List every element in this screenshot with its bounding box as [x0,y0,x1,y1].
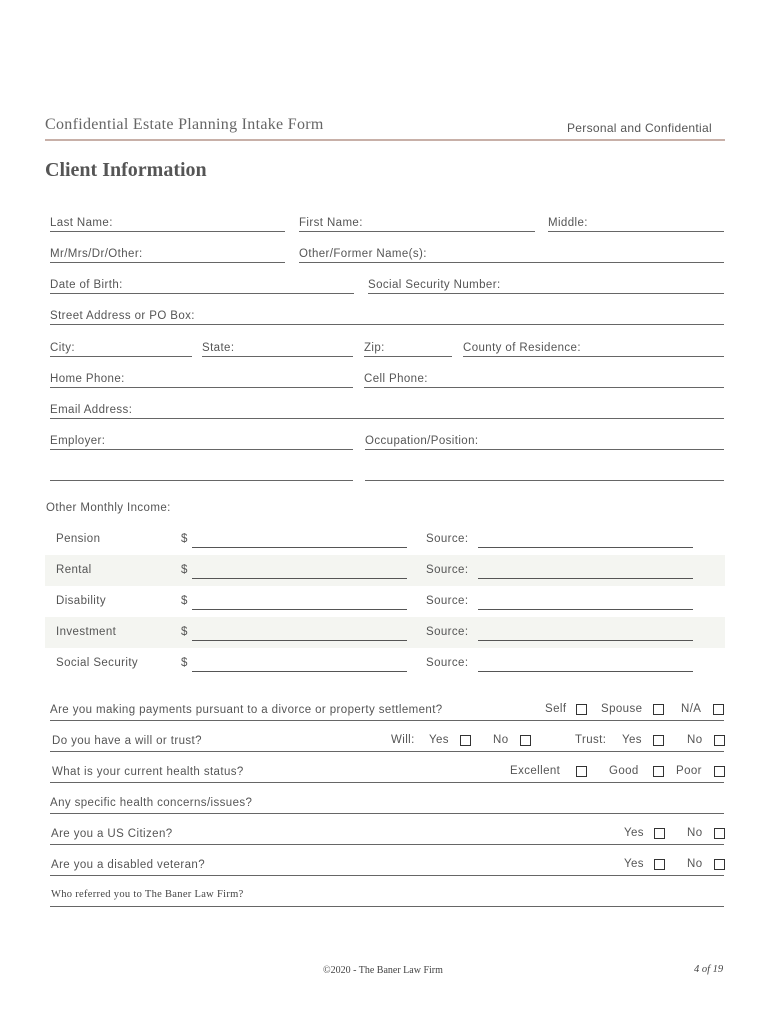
source-label: Source: [426,564,469,576]
divorce-self-label: Self [545,703,567,715]
veteran-yes-checkbox[interactable] [654,859,665,870]
occupation-label: Occupation/Position: [365,435,479,447]
street-field[interactable] [50,306,724,325]
city-label: City: [50,342,75,354]
home-phone-field[interactable] [50,369,353,388]
trust-no-label: No [687,734,703,746]
citizen-no-checkbox[interactable] [714,828,725,839]
divorce-spouse-label: Spouse [601,703,643,715]
social-security-source-input[interactable] [478,657,693,672]
first-name-field[interactable] [299,213,535,232]
income-type-social-security: Social Security [56,657,139,669]
investment-amount-input[interactable] [192,626,407,641]
ssn-label: Social Security Number: [368,279,501,291]
cell-phone-label: Cell Phone: [364,373,428,385]
citizen-yes-checkbox[interactable] [654,828,665,839]
prefix-label: Mr/Mrs/Dr/Other: [50,248,143,260]
trust-no-checkbox[interactable] [714,735,725,746]
will-question: Do you have a will or trust? [52,735,202,747]
will-no-checkbox[interactable] [520,735,531,746]
citizen-no-label: No [687,827,703,839]
referral-input-line[interactable] [50,906,724,907]
disability-amount-input[interactable] [192,595,407,610]
prefix-field[interactable] [50,244,285,263]
first-name-label: First Name: [299,217,363,229]
investment-source-input[interactable] [478,626,693,641]
rental-source-input[interactable] [478,564,693,579]
section-title: Client Information [45,159,207,181]
health-poor-label: Poor [676,765,702,777]
citizen-question: Are you a US Citizen? [51,828,173,840]
veteran-question: Are you a disabled veteran? [51,859,206,871]
health-good-checkbox[interactable] [653,766,664,777]
occupation-field[interactable] [365,431,724,450]
header-divider [45,139,725,141]
divorce-question: Are you making payments pursuant to a divorce or property settlement? [50,704,443,716]
income-heading: Other Monthly Income: [46,502,171,514]
footer-copyright: ©2020 - The Baner Law Firm [323,965,443,976]
health-excellent-checkbox[interactable] [576,766,587,777]
trust-yes-label: Yes [622,734,642,746]
divorce-na-checkbox[interactable] [713,704,724,715]
divorce-self-checkbox[interactable] [576,704,587,715]
health-poor-checkbox[interactable] [714,766,725,777]
former-names-label: Other/Former Name(s): [299,248,427,260]
employer-label: Employer: [50,435,106,447]
income-type-rental: Rental [56,564,92,576]
last-name-field[interactable] [50,213,285,232]
state-label: State: [202,342,235,354]
veteran-no-label: No [687,858,703,870]
will-no-label: No [493,734,509,746]
source-label: Source: [426,626,469,638]
divorce-rule [50,720,724,721]
citizen-rule [50,844,724,845]
middle-name-field[interactable] [548,213,724,232]
dollar-sign: $ [181,626,188,638]
state-field[interactable] [202,338,353,357]
dollar-sign: $ [181,564,188,576]
middle-name-label: Middle: [548,217,588,229]
veteran-no-checkbox[interactable] [714,859,725,870]
income-type-disability: Disability [56,595,107,607]
former-names-field[interactable] [299,244,724,263]
source-label: Source: [426,533,469,545]
zip-label: Zip: [364,342,385,354]
trust-label: Trust: [575,734,607,746]
will-rule [50,751,724,752]
dob-field[interactable] [50,275,354,294]
disability-source-input[interactable] [478,595,693,610]
income-type-investment: Investment [56,626,117,638]
health-good-label: Good [609,765,639,777]
street-label: Street Address or PO Box: [50,310,195,322]
rental-amount-input[interactable] [192,564,407,579]
referral-question: Who referred you to The Baner Law Firm? [51,889,244,900]
last-name-label: Last Name: [50,217,113,229]
occupation-extra-line[interactable] [365,462,724,481]
dob-label: Date of Birth: [50,279,123,291]
email-label: Email Address: [50,404,133,416]
city-field[interactable] [50,338,192,357]
will-label: Will: [391,734,415,746]
source-label: Source: [426,657,469,669]
home-phone-label: Home Phone: [50,373,125,385]
health-question: What is your current health status? [52,766,244,778]
dollar-sign: $ [181,657,188,669]
will-yes-label: Yes [429,734,449,746]
pension-source-input[interactable] [478,533,693,548]
health-excellent-label: Excellent [510,765,561,777]
email-field[interactable] [50,400,724,419]
page-number: 4 of 19 [694,964,724,975]
ssn-field[interactable] [368,275,724,294]
employer-extra-line[interactable] [50,462,353,481]
income-type-pension: Pension [56,533,101,545]
zip-field[interactable] [364,338,452,357]
dollar-sign: $ [181,595,188,607]
trust-yes-checkbox[interactable] [653,735,664,746]
county-label: County of Residence: [463,342,581,354]
pension-amount-input[interactable] [192,533,407,548]
veteran-rule [50,875,724,876]
citizen-yes-label: Yes [624,827,644,839]
concerns-question: Any specific health concerns/issues? [50,797,253,809]
divorce-na-label: N/A [681,703,702,715]
health-rule [50,782,724,783]
will-yes-checkbox[interactable] [460,735,471,746]
cell-phone-field[interactable] [364,369,724,388]
employer-field[interactable] [50,431,353,450]
concerns-input-line[interactable] [50,813,724,814]
county-field[interactable] [463,338,724,357]
source-label: Source: [426,595,469,607]
social-security-amount-input[interactable] [192,657,407,672]
form-title: Confidential Estate Planning Intake Form [45,116,324,133]
veteran-yes-label: Yes [624,858,644,870]
divorce-spouse-checkbox[interactable] [653,704,664,715]
confidential-note: Personal and Confidential [567,121,712,135]
dollar-sign: $ [181,533,188,545]
